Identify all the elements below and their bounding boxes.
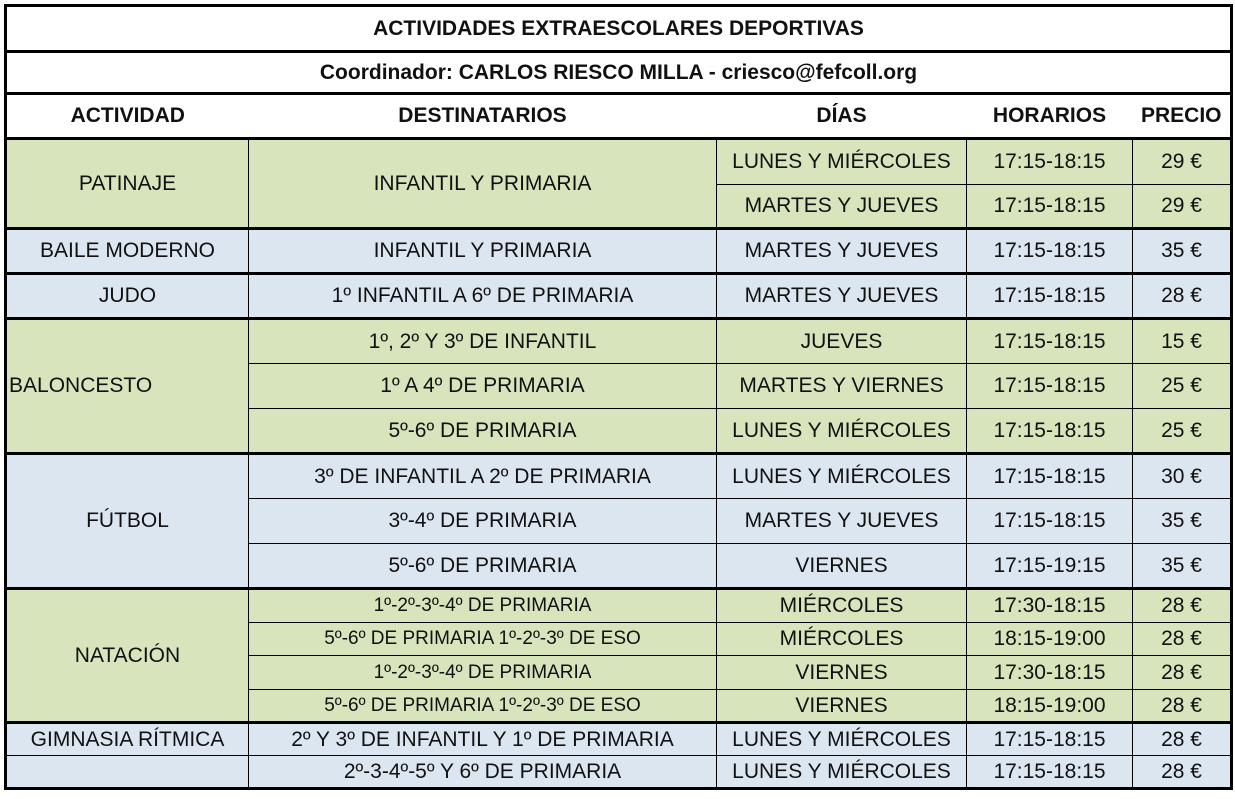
activity-name: NATACIÓN	[6, 589, 249, 723]
header-actividad: ACTIVIDAD	[6, 94, 249, 139]
activity-name: BAILE MODERNO	[6, 229, 249, 274]
activity-name: JUDO	[6, 274, 249, 319]
precio-cell: 29 €	[1133, 185, 1232, 229]
dias-cell: VIERNES	[717, 690, 967, 723]
header-precio: PRECIO	[1133, 94, 1232, 139]
header-row	[6, 94, 1232, 139]
horario-cell: 17:15-18:15	[967, 756, 1133, 789]
precio-cell: 29 €	[1133, 139, 1232, 185]
table-row	[6, 139, 1232, 185]
destinatarios-cell: 1º A 4º DE PRIMARIA	[249, 364, 717, 409]
dias-cell: LUNES Y MIÉRCOLES	[717, 139, 967, 185]
destinatarios-cell: 1º, 2º Y 3º DE INFANTIL	[249, 319, 717, 364]
header-dias: DÍAS	[717, 94, 967, 139]
precio-cell: 30 €	[1133, 454, 1232, 499]
activity-name-empty	[6, 756, 249, 789]
precio-cell: 28 €	[1133, 274, 1232, 319]
table-row	[6, 723, 1232, 756]
destinatarios-cell: INFANTIL Y PRIMARIA	[249, 229, 717, 274]
table-row	[6, 454, 1232, 499]
dias-cell: MARTES Y JUEVES	[717, 499, 967, 544]
header-destinatarios: DESTINATARIOS	[249, 94, 717, 139]
activity-name: BALONCESTO	[6, 319, 249, 454]
precio-cell: 28 €	[1133, 756, 1232, 789]
dias-cell: MARTES Y JUEVES	[717, 229, 967, 274]
destinatarios-cell: 1º INFANTIL A 6º DE PRIMARIA	[249, 274, 717, 319]
dias-cell: MARTES Y JUEVES	[717, 274, 967, 319]
title-row	[6, 6, 1232, 52]
destinatarios-cell: 1º-2º-3º-4º DE PRIMARIA	[249, 656, 717, 690]
horario-cell: 17:15-18:15	[967, 499, 1133, 544]
horario-cell: 17:15-18:15	[967, 229, 1133, 274]
dias-cell: VIERNES	[717, 656, 967, 690]
horario-cell: 17:15-18:15	[967, 454, 1133, 499]
dias-cell: JUEVES	[717, 319, 967, 364]
precio-cell: 35 €	[1133, 544, 1232, 589]
coordinator-text: Coordinador: CARLOS RIESCO MILLA - criesco@fefcoll.org	[6, 52, 1232, 94]
dias-cell: LUNES Y MIÉRCOLES	[717, 454, 967, 499]
precio-cell: 28 €	[1133, 589, 1232, 623]
horario-cell: 17:15-18:15	[967, 139, 1133, 185]
horario-cell: 17:15-18:15	[967, 723, 1133, 756]
destinatarios-cell: 1º-2º-3º-4º DE PRIMARIA	[249, 589, 717, 623]
dias-cell: MARTES Y VIERNES	[717, 364, 967, 409]
header-horarios: HORARIOS	[967, 94, 1133, 139]
horario-cell: 18:15-19:00	[967, 623, 1133, 656]
destinatarios-cell: 5º-6º DE PRIMARIA	[249, 544, 717, 589]
horario-cell: 17:30-18:15	[967, 589, 1133, 623]
dias-cell: LUNES Y MIÉRCOLES	[717, 409, 967, 454]
destinatarios-cell: 2º-3-4º-5º Y 6º DE PRIMARIA	[249, 756, 717, 789]
precio-cell: 15 €	[1133, 319, 1232, 364]
activity-name: GIMNASIA RÍTMICA	[6, 723, 249, 756]
precio-cell: 25 €	[1133, 409, 1232, 454]
precio-cell: 28 €	[1133, 690, 1232, 723]
dias-cell: MIÉRCOLES	[717, 589, 967, 623]
horario-cell: 17:15-18:15	[967, 409, 1133, 454]
precio-cell: 25 €	[1133, 364, 1232, 409]
coordinator-row	[6, 52, 1232, 94]
dias-cell: LUNES Y MIÉRCOLES	[717, 723, 967, 756]
table-row	[6, 756, 1232, 789]
precio-cell: 28 €	[1133, 623, 1232, 656]
destinatarios-cell: 3º DE INFANTIL A 2º DE PRIMARIA	[249, 454, 717, 499]
precio-cell: 28 €	[1133, 656, 1232, 690]
horario-cell: 17:15-18:15	[967, 274, 1133, 319]
activities-table	[4, 4, 1233, 790]
horario-cell: 17:15-18:15	[967, 364, 1133, 409]
dias-cell: LUNES Y MIÉRCOLES	[717, 756, 967, 789]
precio-cell: 28 €	[1133, 723, 1232, 756]
precio-cell: 35 €	[1133, 229, 1232, 274]
sheet-title: ACTIVIDADES EXTRAESCOLARES DEPORTIVAS	[6, 6, 1232, 52]
horario-cell: 17:30-18:15	[967, 656, 1133, 690]
table-row	[6, 319, 1232, 364]
table-row	[6, 229, 1232, 274]
activity-name: PATINAJE	[6, 139, 249, 229]
table-row	[6, 274, 1232, 319]
destinatarios-cell: 5º-6º DE PRIMARIA 1º-2º-3º DE ESO	[249, 690, 717, 723]
horario-cell: 17:15-18:15	[967, 185, 1133, 229]
precio-cell: 35 €	[1133, 499, 1232, 544]
destinatarios-cell: 5º-6º DE PRIMARIA	[249, 409, 717, 454]
dias-cell: VIERNES	[717, 544, 967, 589]
destinatarios-cell: 5º-6º DE PRIMARIA 1º-2º-3º DE ESO	[249, 623, 717, 656]
dias-cell: MIÉRCOLES	[717, 623, 967, 656]
dias-cell: MARTES Y JUEVES	[717, 185, 967, 229]
horario-cell: 18:15-19:00	[967, 690, 1133, 723]
horario-cell: 17:15-18:15	[967, 319, 1133, 364]
horario-cell: 17:15-19:15	[967, 544, 1133, 589]
destinatarios-cell: INFANTIL Y PRIMARIA	[249, 139, 717, 229]
destinatarios-cell: 3º-4º DE PRIMARIA	[249, 499, 717, 544]
destinatarios-cell: 2º Y 3º DE INFANTIL Y 1º DE PRIMARIA	[249, 723, 717, 756]
activity-name: FÚTBOL	[6, 454, 249, 589]
table-row	[6, 589, 1232, 623]
